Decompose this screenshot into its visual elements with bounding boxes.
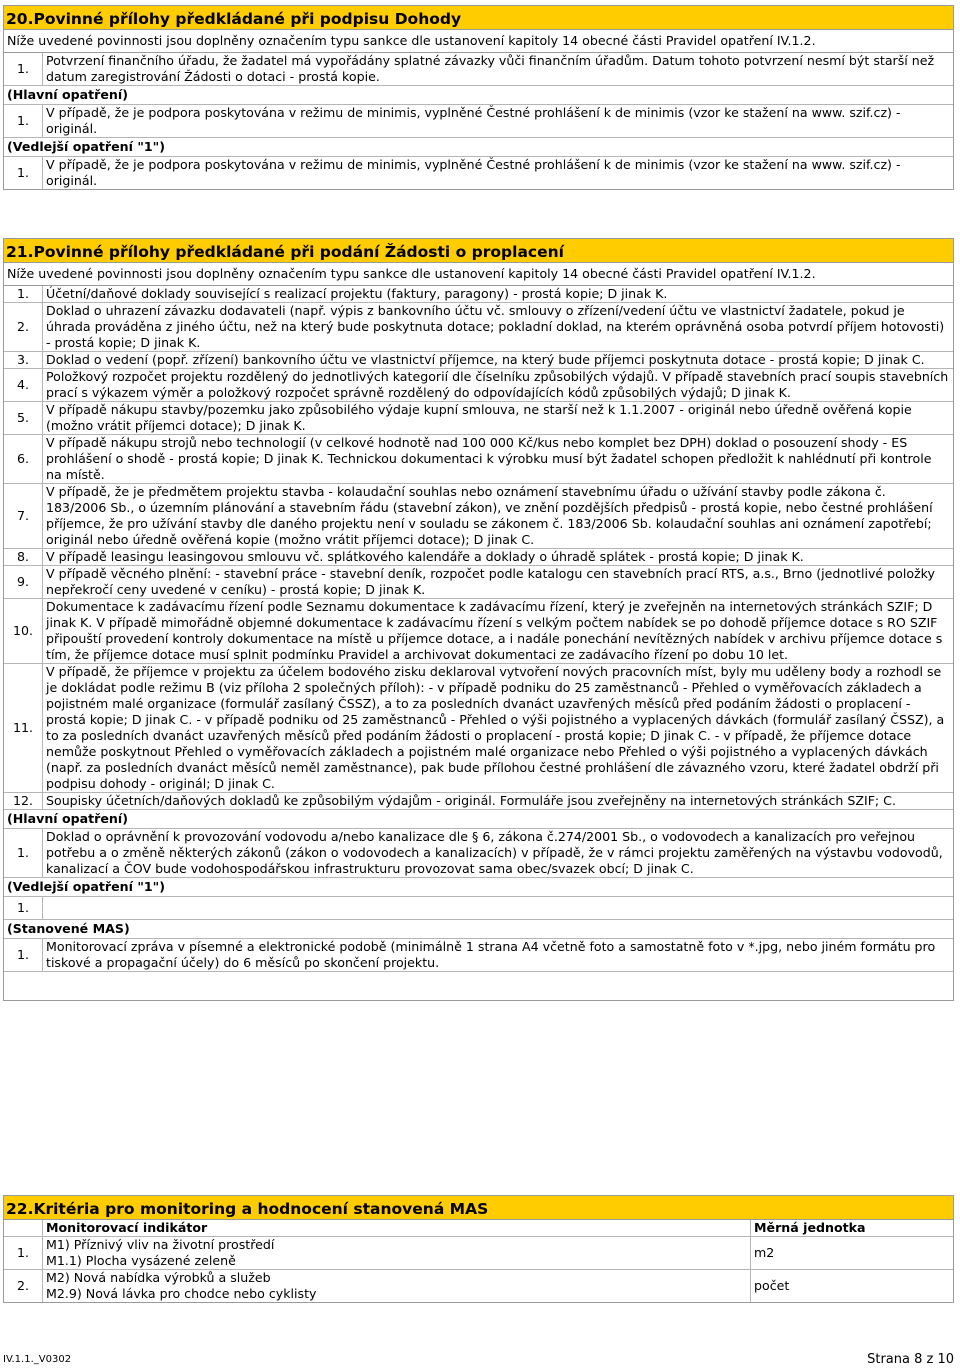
item-text: V případě nákupu stavby/pozemku jako způsobilého výdaje kupní smlouva, ne starší než k 1.1.2007 - originál nebo úředně ověřená kopie (možno vrátit příjemci dotace); D jinak K. (46, 402, 912, 433)
indicator-subline: M1.1) Plocha vysázené zeleně (46, 1253, 236, 1268)
list-item (4, 402, 953, 435)
header-indicator: Monitorovací indikátor (43, 1220, 751, 1236)
item-number: 2. (4, 303, 43, 351)
row-indicator (43, 1237, 751, 1269)
header-number-cell (4, 1220, 43, 1236)
item-number: 1. (4, 897, 43, 919)
list-item (4, 303, 953, 352)
page-footer (3, 1352, 954, 1368)
item-text: Doklad o uhrazení závazku dodavateli (např. výpis z bankovního účtu vč. smlouvy o zřízení/vedení účtu ve vlastnictví žadatele, pokud je úhrada prováděna z jiného účtu, než na který bude poskytnuta dotace; pokladní doklad, na kterém oprávněná osoba potvrdí příjem hotovosti) - prostá kopie; D jinak K. (46, 303, 945, 350)
item-text (43, 897, 953, 919)
group-label-side: (Vedlejší opatření "1") (4, 138, 953, 157)
item-text: V případě, že příjemce v projektu za účelem bodového zisku deklaroval vytvoření nových pracovních míst, byly mu uděleny body a rozhodl se je dokládat podle režimu B (viz příloha 2 společných příloh): - v případě podniku do 25 zaměstnanců - Přehled o vyměřovacích základech a pojistném malé organizace (formulář zasílaný ČSSZ), a to za posledních dvanáct uzavřených měsíců před podáním žádosti o proplacení - prostá kopie; D jinak C. - v případě podniku od 25 zaměstnanců - Přehled o výši pojistného a vyplacených dávkách (formulář zasílaný ČSSZ), a to za posledních dvanáct uzavřených měsíců před podáním žádosti o proplacení - prostá kopie; D jinak C. - v případě, že příjemce dotace nemůže poskytnout Přehled o vyměřovacích základech a pojistném malé organizace nebo Přehled o výši pojistného a vyplacených dávkách (např. za posledních dvanáct měsíců neměl zaměstnance), pak bude přílohou čestné prohlášení dle závazného vzoru, které žadatel obdrží při podpisu dohody - originál; D jinak C. (46, 664, 945, 791)
document-code: IV.1.1._V0302 (3, 1354, 72, 1365)
item-number: 1. (4, 286, 43, 302)
group-label-main: (Hlavní opatření) (4, 810, 953, 829)
item-number: 4. (4, 369, 43, 401)
row-indicator (43, 1270, 751, 1302)
item-text: V případě leasingu leasingovou smlouvu vč. splátkového kalendáře a doklady o úhradě splátek - prostá kopie; D jinak K. (46, 549, 804, 564)
item-text: Účetní/daňové doklady související s realizací projektu (faktury, paragony) - prostá kopie; D jinak K. (46, 286, 668, 301)
indicator-line: M2) Nová nabídka výrobků a služeb (46, 1270, 271, 1285)
empty-row (4, 972, 953, 1000)
list-item (4, 53, 953, 86)
table-header (4, 1220, 953, 1237)
item-number: 9. (4, 566, 43, 598)
list-item (4, 157, 953, 189)
item-text: Doklad o oprávnění k provozování vodovodu a/nebo kanalizace dle § 6, zákona č.274/2001 Sb., o vodovodech a kanalizacích pro veřejnou potřebu a o změně některých zákonů (zákon o vodovodech a kanalizacích) v případě, že v rámci projektu zaměřených na výstavbu vodovodů, kanalizací a ČOV bude vodohospodářskou infrastrukturu provozovat sama obec/svazek obcí; D jinak C. (46, 829, 943, 876)
section-20 (3, 5, 954, 190)
item-text: Potvrzení finančního úřadu, že žadatel má vypořádány splatné závazky vůči finančním úřadům. Datum tohoto potvrzení nesmí být starší než datum zaregistrování Žádosti o dotaci - prostá kopie. (46, 53, 935, 84)
group-label-main: (Hlavní opatření) (4, 86, 953, 105)
list-item (4, 897, 953, 920)
group-label-side: (Vedlejší opatření "1") (4, 878, 953, 897)
item-number: 3. (4, 352, 43, 368)
indicator-line: M1) Příznivý vliv na životní prostředí (46, 1237, 275, 1252)
item-number: 8. (4, 549, 43, 565)
page-number: Strana 8 z 10 (867, 1352, 954, 1367)
item-text: V případě věcného plnění: - stavební práce - stavební deník, rozpočet podle katalogu cen stavebních prací RTS, a.s., Brno (jednotlivé položky nepřekročí ceny uvedené v ceníku) - prostá kopie; D jinak K. (46, 566, 935, 597)
table-row (4, 1237, 953, 1270)
section-21-title: 21.Povinné přílohy předkládané při podání Žádosti o proplacení (4, 239, 953, 263)
section-22 (3, 1195, 954, 1303)
item-number: 1. (4, 829, 43, 877)
item-number: 1. (4, 157, 43, 189)
list-item (4, 435, 953, 484)
list-item (4, 105, 953, 138)
group-label-mas: (Stanovené MAS) (4, 920, 953, 939)
item-text: Monitorovací zpráva v písemné a elektronické podobě (minimálně 1 strana A4 včetně foto a samostatně foto v *.jpg, nebo jiném formátu pro tiskové a propagační účely) do 6 měsíců po skončení projektu. (46, 939, 936, 970)
item-text: V případě, že je podpora poskytována v režimu de minimis, vyplněné Čestné prohlášení k de minimis (vzor ke stažení na www. szif.cz) - originál. (46, 105, 901, 136)
item-text: V případě, že je podpora poskytována v režimu de minimis, vyplněné Čestné prohlášení k de minimis (vzor ke stažení na www. szif.cz) - originál. (46, 157, 901, 188)
monitoring-table (4, 1220, 953, 1302)
item-text: V případě nákupu strojů nebo technologií (v celkové hodnotě nad 100 000 Kč/kus nebo komplet bez DPH) doklad o posouzení shody - ES prohlášení o shodě - prostá kopie; D jinak K. Technickou dokumentaci k výrobku musí být žadatel schopen předložit k nahlédnutí při kontrole na místě. (46, 435, 932, 482)
list-item (4, 829, 953, 878)
item-number: 1. (4, 53, 43, 85)
item-text: Doklad o vedení (popř. zřízení) bankovního účtu ve vlastnictví příjemce, na který bude příjemci poskytnuta dotace - prostá kopie; D jinak C. (46, 352, 925, 367)
list-item (4, 352, 953, 369)
item-number: 12. (4, 793, 43, 809)
item-text: Soupisky účetních/daňových dokladů ke způsobilým výdajům - originál. Formuláře jsou zveřejněny na internetových stránkách SZIF; C. (46, 793, 896, 808)
section-21 (3, 238, 954, 1001)
header-unit: Měrná jednotka (754, 1220, 866, 1235)
item-text: Dokumentace k zadávacímu řízení podle Seznamu dokumentace k zadávacímu řízení, který je zveřejněn na internetových stránkách SZIF; D jinak K. V případě mimořádně objemné dokumentace k zadávacímu řízení s velkým počtem nabídek se po dohodě příjemce dotace s RO SZIF připouští provedení kontroly dokumentace na místě u příjemce dotace, a i nadále ponechání nevítězných nabídek v archivu příjemce dotace s tím, že příjemce dotace musí splnit podmínku Pravidel a archivovat dokumentaci ze zadávacího řízení po dobu 10 let. (46, 599, 943, 662)
row-number: 1. (4, 1237, 43, 1269)
item-number: 5. (4, 402, 43, 434)
section-20-title: 20.Povinné přílohy předkládané při podpisu Dohody (4, 6, 953, 30)
item-number: 6. (4, 435, 43, 483)
list-item (4, 566, 953, 599)
item-number: 1. (4, 105, 43, 137)
item-number: 10. (4, 599, 43, 663)
list-item (4, 369, 953, 402)
list-item (4, 939, 953, 972)
row-unit: počet (754, 1278, 790, 1293)
item-text: Položkový rozpočet projektu rozdělený do jednotlivých kategorií dle číselníku způsobilých výdajů. V případě stavebních prací soupis stavebních prací s výkazem výměr a položkový rozpočet správně rozdělený do odpovídajících kódů způsobilých výdajů; D jinak K. (46, 369, 949, 400)
section-21-intro: Níže uvedené povinnosti jsou doplněny označením typu sankce dle ustanovení kapitoly 14 obecné části Pravidel opatření IV.1.2. (4, 263, 953, 286)
list-item (4, 793, 953, 810)
item-number: 11. (4, 664, 43, 792)
table-row (4, 1270, 953, 1302)
list-item (4, 484, 953, 549)
item-text: V případě, že je předmětem projektu stavba - kolaudační souhlas nebo oznámení stavebnímu úřadu o užívání stavby podle zákona č. 183/2006 Sb., o územním plánování a stavebním řádu (stavební zákon), ve znění pozdějších předpisů - prostá kopie, nebo čestné prohlášení příjemce, že pro užívání stavby dle daného projektu není v souladu se zákonem č. 183/2006 Sb. kolaudační souhlas ani oznámení zapotřebí; originál nebo úředně ověřená kopie (možno vrátit příjemci dotace); D jinak C. (46, 484, 933, 547)
section-20-intro: Níže uvedené povinnosti jsou doplněny označením typu sankce dle ustanovení kapitoly 14 obecné části Pravidel opatření IV.1.2. (4, 30, 953, 53)
row-unit: m2 (754, 1245, 775, 1260)
section-22-title: 22.Kritéria pro monitoring a hodnocení stanovená MAS (4, 1196, 953, 1220)
item-number: 7. (4, 484, 43, 548)
list-item (4, 664, 953, 793)
list-item (4, 286, 953, 303)
list-item (4, 599, 953, 664)
list-item (4, 549, 953, 566)
item-number: 1. (4, 939, 43, 971)
row-number: 2. (4, 1270, 43, 1302)
indicator-subline: M2.9) Nová lávka pro chodce nebo cyklisty (46, 1286, 317, 1301)
